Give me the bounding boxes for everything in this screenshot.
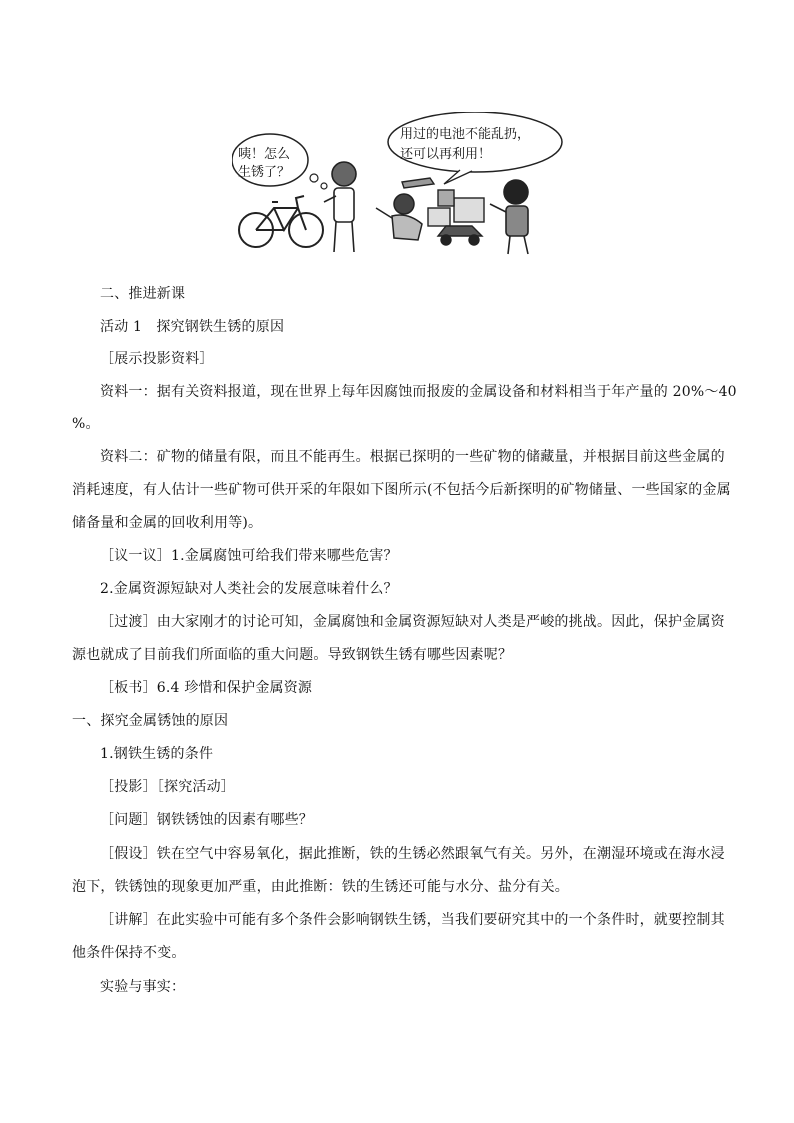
paragraph-continuation: 源也就成了目前我们所面临的重大问题。导致钢铁生锈有哪些因素呢？ [72, 647, 513, 663]
paragraph: ［讲解］在此实验中可能有多个条件会影响钢铁生锈，当我们要研究其中的一个条件时，就要控制其 [100, 912, 725, 928]
paragraph-continuation: 储备量和金属的回收利用等)。 [72, 515, 263, 531]
subsection-heading: 1.钢铁生锈的条件 [100, 746, 214, 762]
paragraph-continuation: %。 [72, 416, 100, 432]
thought-bubble-left [232, 134, 327, 189]
paragraph: ［板书］6.4 珍惜和保护金属资源 [100, 680, 313, 696]
paragraph: ［假设］铁在空气中容易氧化，据此推断，铁的生锈必然跟氧气有关。另外，在潮湿环境或在海水浸 [100, 846, 725, 862]
activity-title: 活动 1 探究钢铁生锈的原因 [100, 319, 285, 335]
paragraph-continuation: 他条件保持不变。 [72, 945, 186, 961]
paragraph: 实验与事实： [100, 979, 186, 995]
person-boy-icon [490, 180, 528, 254]
section-heading: 一、探究金属锈蚀的原因 [72, 713, 229, 729]
paragraph: ［议一议］1.金属腐蚀可给我们带来哪些危害？ [100, 548, 398, 564]
cartoon-illustration [232, 112, 564, 258]
bicycle-icon [239, 196, 323, 247]
paragraph-continuation: 泡下，铁锈蚀的现象更加严重，由此推断：铁的生锈还可能与水分、盐分有关。 [72, 879, 569, 895]
paragraph: ［展示投影资料］ [100, 351, 214, 367]
bubble-left-line1: 咦！怎么 [238, 147, 291, 162]
paragraph: 资料一：据有关资料报道，现在世界上每年因腐蚀而报废的金属设备和材料相当于年产量的 20%～40 [100, 384, 737, 400]
paragraph: 2.金属资源短缺对人类社会的发展意味着什么？ [100, 581, 398, 597]
paragraph: ［问题］钢铁锈蚀的因素有哪些？ [100, 812, 313, 828]
person-collecting-icon [376, 194, 422, 240]
paragraph: ［过渡］由大家刚才的讨论可知，金属腐蚀和金属资源短缺对人类是严峻的挑战。因此，保护金属资 [100, 614, 725, 630]
bubble-right-line1: 用过的电池不能乱扔， [400, 127, 531, 142]
paragraph-continuation: 消耗速度，有人估计一些矿物可供开采的年限如下图所示(不包括今后新探明的矿物储量、一些国家的金属 [72, 482, 731, 498]
person-thinking-icon [324, 162, 356, 252]
section-heading: 二、推进新课 [100, 286, 186, 302]
bubble-left-line2: 生锈了？ [238, 165, 291, 180]
paragraph: ［投影］［探究活动］ [100, 779, 235, 795]
speech-bubble-right [388, 112, 562, 184]
bubble-right-line2: 还可以再利用！ [400, 147, 492, 162]
paragraph: 资料二：矿物的储量有限，而且不能再生。根据已探明的一些矿物的储藏量，并根据目前这些金属的 [100, 449, 725, 465]
